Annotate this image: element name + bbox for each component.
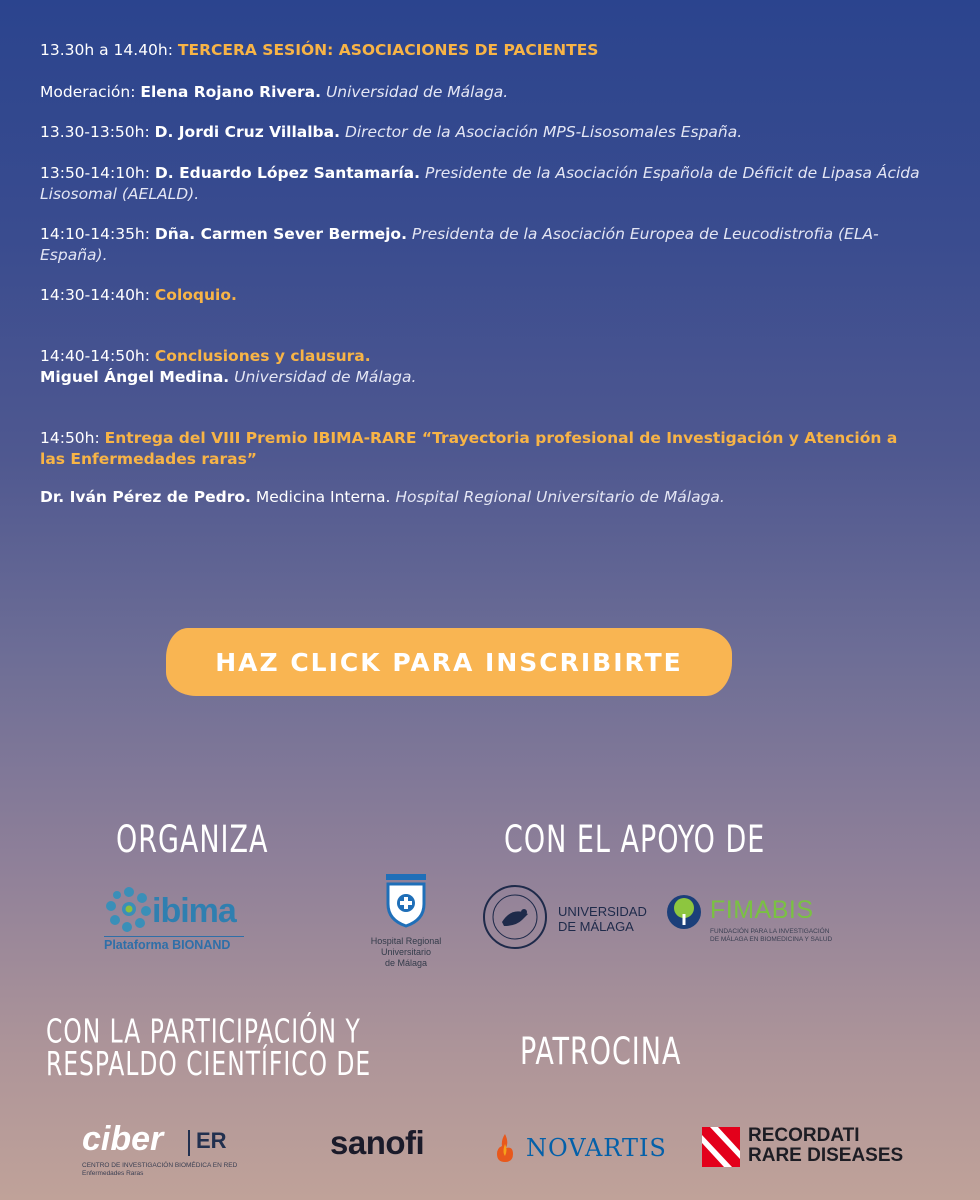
ciber-line-1: CENTRO DE INVESTIGACIÓN BIOMÉDICA EN RED bbox=[82, 1162, 238, 1169]
ibima-logo[interactable] bbox=[104, 884, 244, 954]
talk-3-time: 14:10-14:35h: bbox=[40, 225, 150, 243]
ibima-mark-icon bbox=[104, 884, 154, 934]
hospital-line-1: Hospital Regional bbox=[370, 936, 442, 946]
award-title: Entrega del VIII Premio IBIMA-RARE “Trayectoria profesional de Investigación y Atención a las Enfermedades raras” bbox=[40, 429, 898, 468]
uma-seal-icon bbox=[482, 884, 548, 950]
closing-title: Conclusiones y clausura. bbox=[154, 347, 371, 365]
talk-1 bbox=[40, 122, 920, 143]
sanofi-logo[interactable]: sanofi bbox=[330, 1124, 425, 1161]
recordati-logo[interactable] bbox=[702, 1126, 922, 1170]
award bbox=[40, 428, 920, 470]
session-title: TERCERA SESIÓN: ASOCIACIONES DE PACIENTES bbox=[177, 41, 599, 59]
register-button-label: HAZ CLICK PARA INSCRIBIRTE bbox=[215, 647, 683, 677]
awardee bbox=[40, 487, 920, 508]
ciber-divider bbox=[188, 1130, 190, 1156]
fimabis-tree-icon bbox=[666, 894, 702, 930]
ciber-name: ciber bbox=[82, 1120, 164, 1158]
novartis-flame-icon bbox=[494, 1132, 516, 1164]
novartis-name: NOVARTIS bbox=[526, 1134, 667, 1162]
award-time: 14:50h: bbox=[40, 429, 100, 447]
closing-affiliation: Universidad de Málaga. bbox=[234, 368, 417, 386]
hospital-text bbox=[358, 936, 454, 969]
recordati-line-1: RECORDATI bbox=[748, 1125, 860, 1146]
session-time: 13.30h a 14.40h: bbox=[40, 41, 173, 59]
closing bbox=[40, 346, 920, 388]
awardee-dept: Medicina Interna. bbox=[255, 488, 391, 506]
participacion-heading bbox=[46, 1013, 372, 1084]
colloquium bbox=[40, 285, 920, 306]
hospital-logo[interactable] bbox=[358, 872, 454, 980]
colloquium-time: 14:30-14:40h: bbox=[40, 286, 150, 304]
hospital-shield-icon bbox=[384, 872, 428, 928]
colloquium-title: Coloquio. bbox=[154, 286, 237, 304]
talk-1-role: Director de la Asociación MPS-Lisosomales España. bbox=[344, 123, 743, 141]
moderator-affiliation: Universidad de Málaga. bbox=[325, 83, 509, 101]
awardee-hospital: Hospital Regional Universitario de Málaga. bbox=[395, 488, 725, 506]
hospital-line-2: Universitario bbox=[380, 947, 431, 957]
fimabis-text bbox=[710, 928, 832, 944]
ibima-name: ibima bbox=[152, 892, 236, 930]
talk-3-speaker: Dña. Carmen Sever Bermejo. bbox=[154, 225, 407, 243]
talk-1-speaker: D. Jordi Cruz Villalba. bbox=[154, 123, 340, 141]
closing-time: 14:40-14:50h: bbox=[40, 347, 150, 365]
organiza-heading: ORGANIZA bbox=[116, 818, 269, 862]
talk-2-speaker: D. Eduardo López Santamaría. bbox=[154, 164, 421, 182]
talk-2-role: Presidente de la Asociación Española de Déficit de Lipasa Ácida Lisosomal (AELALD). bbox=[40, 164, 920, 203]
closing-speaker: Miguel Ángel Medina. bbox=[40, 368, 230, 386]
patrocina-heading: PATROCINA bbox=[520, 1030, 682, 1074]
talk-3-role: Presidenta de la Asociación Europea de Leucodistrofia (ELA- España). bbox=[40, 225, 879, 264]
uma-text bbox=[558, 904, 647, 934]
fimabis-logo[interactable] bbox=[666, 894, 866, 950]
uma-line-1: UNIVERSIDAD bbox=[558, 904, 647, 919]
talk-3 bbox=[40, 224, 920, 266]
awardee-name: Dr. Iván Pérez de Pedro. bbox=[40, 488, 251, 506]
moderation-line bbox=[40, 82, 920, 103]
recordati-mark-icon bbox=[702, 1127, 740, 1167]
ciber-line-2: Enfermedades Raras bbox=[82, 1170, 144, 1177]
fimabis-line-1: FUNDACIÓN PARA LA INVESTIGACIÓN bbox=[710, 928, 830, 935]
session-heading bbox=[40, 40, 920, 61]
recordati-line-2: RARE DISEASES bbox=[748, 1145, 904, 1166]
moderator-name: Elena Rojano Rivera. bbox=[140, 83, 322, 101]
uma-line-2: DE MÁLAGA bbox=[558, 919, 634, 934]
fimabis-line-2: DE MÁLAGA EN BIOMEDICINA Y SALUD bbox=[710, 936, 833, 943]
ciber-logo[interactable] bbox=[82, 1120, 252, 1180]
hospital-line-3: de Málaga bbox=[384, 958, 428, 968]
ibima-subtitle: Plataforma BIONAND bbox=[104, 936, 244, 952]
recordati-text bbox=[748, 1126, 903, 1166]
ciber-suffix: ER bbox=[196, 1128, 227, 1153]
fimabis-name: FIMABIS bbox=[710, 896, 814, 924]
novartis-logo[interactable] bbox=[494, 1130, 678, 1170]
participacion-line-1: CON LA PARTICIPACIÓN Y bbox=[46, 1013, 361, 1051]
talk-1-time: 13.30-13:50h: bbox=[40, 123, 150, 141]
participacion-line-2: RESPALDO CIENTÍFICO DE bbox=[46, 1046, 372, 1084]
register-button[interactable] bbox=[166, 628, 732, 696]
ciber-text bbox=[82, 1162, 237, 1178]
moderation-label: Moderación: bbox=[40, 83, 136, 101]
apoyo-heading: CON EL APOYO DE bbox=[504, 818, 766, 862]
uma-logo[interactable] bbox=[482, 884, 652, 952]
talk-2-time: 13:50-14:10h: bbox=[40, 164, 150, 182]
talk-2 bbox=[40, 163, 920, 205]
